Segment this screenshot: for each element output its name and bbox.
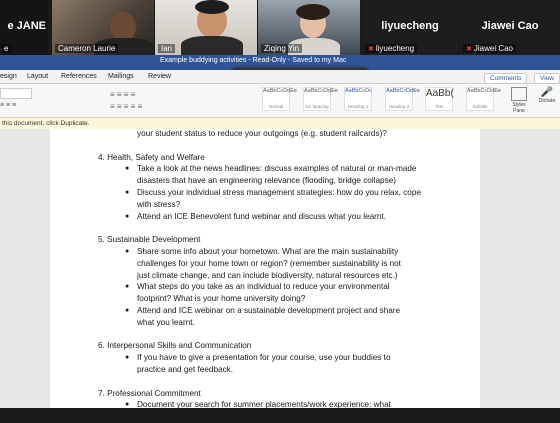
- participant-label: Cameron Laurie: [55, 44, 118, 53]
- participant-body: [181, 36, 243, 55]
- ribbon-toolbar: [0, 84, 560, 118]
- style-subtitle[interactable]: [466, 87, 501, 111]
- bullet-icon: ●: [125, 189, 130, 196]
- alignment-buttons[interactable]: ≡ ≡ ≡ ≡ ≡: [110, 102, 143, 111]
- font-name-field[interactable]: [0, 88, 32, 99]
- tab-design[interactable]: esign: [0, 73, 17, 80]
- style-name: Normal: [268, 104, 284, 109]
- list-item-text: challenges for your home town or region? (remember sustainability is not: [137, 258, 401, 268]
- style-name: Heading 1: [347, 104, 369, 109]
- style-sample: AaBbCcDdEe: [467, 88, 501, 94]
- list-item-text: with stress?: [137, 199, 181, 209]
- style-sample: AaBbCcDdEe: [263, 88, 297, 94]
- participant-tile-cameron[interactable]: [52, 0, 154, 55]
- list-item-text: footprint? What is your home university doing?: [137, 294, 306, 304]
- document-canvas: [0, 129, 560, 422]
- participant-label: Ziqing Yin: [261, 44, 302, 53]
- document-page[interactable]: [50, 129, 480, 422]
- list-item-text: If you have to give a presentation for your course, use your buddies to: [137, 353, 391, 363]
- comments-label: Comments: [490, 75, 522, 82]
- style-normal[interactable]: [262, 87, 297, 111]
- bullet-icon: ●: [125, 212, 130, 220]
- participant-tile-ziqing[interactable]: [258, 0, 360, 55]
- participant-tile-jane[interactable]: [0, 0, 48, 55]
- paragraph-buttons[interactable]: ≡ ≡ ≡ ≡: [110, 90, 136, 99]
- bullet-icon: ●: [125, 354, 130, 362]
- style-sample: AaBbCcDc: [345, 88, 372, 94]
- document-title: Example buddying activities - Read-Only - Saved to my Mac: [160, 57, 347, 64]
- list-item-text: what you learnt.: [137, 317, 195, 327]
- list-item-text: worked well and what didn't?: [137, 412, 242, 422]
- dictate-button[interactable]: [536, 87, 558, 111]
- mic-muted-icon: ✖: [466, 46, 472, 53]
- mic-muted-icon: ✖: [368, 46, 374, 53]
- document-body: [50, 129, 480, 422]
- style-sample: AaBbCcDdEe: [386, 88, 420, 94]
- participant-tile-liyuecheng[interactable]: [362, 0, 458, 55]
- section-heading: 6. Interpersonal Skills and Communication: [98, 341, 252, 351]
- style-name: Title: [434, 104, 444, 109]
- view-button[interactable]: [534, 73, 560, 84]
- list-item-text: Discuss your individual stress management strategies: how do you relax, cope: [137, 188, 421, 197]
- list-item-text: Attend an ICE Benevolent fund webinar and discuss what you learnt.: [137, 211, 386, 221]
- format-buttons[interactable]: ≡ ≡ ≡: [0, 102, 17, 109]
- participant-label: liyuecheng: [375, 44, 415, 53]
- list-item-text: your student status to reduce your outgoings (e.g. student railcards)?: [137, 129, 387, 138]
- participant-display-name: Jiawei Cao: [481, 20, 539, 32]
- style-sample: AaBb(: [426, 88, 454, 99]
- list-item-text: Document your search for summer placements/work experience: what: [137, 400, 391, 410]
- participant-label: Ian: [158, 44, 175, 53]
- list-item-text: Attend and ICE webinar on a sustainable development project and share: [137, 306, 401, 315]
- participant-label: Jiawei Cao: [473, 44, 514, 53]
- participant-hair: [195, 0, 229, 14]
- section-heading: 4. Health, Safety and Welfare: [98, 152, 205, 162]
- participant-tile-ian[interactable]: [155, 0, 257, 55]
- style-heading-1[interactable]: [344, 87, 372, 111]
- style-heading-2[interactable]: [385, 87, 420, 111]
- bullet-icon: ●: [125, 283, 130, 291]
- view-label: View: [540, 75, 554, 82]
- section-heading: 5. Sustainable Development: [98, 235, 201, 245]
- tab-mailings[interactable]: Mailings: [108, 73, 134, 80]
- list-item-text: disasters that have an engineering relevance (flooding, bridge collapse): [137, 176, 396, 186]
- tab-references[interactable]: References: [61, 73, 97, 80]
- microphone-icon: 🎤: [540, 87, 554, 98]
- list-item-text: Share some info about your hometown. What are the main sustainability: [137, 247, 399, 256]
- styles-pane-icon: [511, 87, 527, 101]
- tab-review[interactable]: Review: [148, 73, 171, 80]
- style-title[interactable]: [425, 87, 453, 111]
- style-no-spacing[interactable]: [303, 87, 338, 111]
- video-gallery: [0, 0, 560, 55]
- bullet-icon: ●: [125, 307, 130, 314]
- styles-pane-button[interactable]: [510, 87, 528, 114]
- styles-pane-label: Styles Pane: [512, 102, 526, 114]
- style-name: Heading 2: [388, 104, 410, 109]
- section-heading: 7. Professional Commitment: [98, 388, 201, 398]
- bullet-icon: ●: [125, 401, 130, 409]
- style-name: No Spacing: [305, 104, 329, 109]
- dictate-label: Dictate: [538, 98, 556, 104]
- tab-layout[interactable]: Layout: [27, 73, 49, 80]
- comments-button[interactable]: [484, 73, 527, 84]
- bullet-icon: ●: [125, 165, 130, 173]
- word-window: [0, 55, 560, 422]
- list-item-text: What steps do you take as an individual to reduce your environmental: [137, 282, 390, 292]
- style-sample: AaBbCcDdEe: [304, 88, 338, 94]
- list-item-text: just climate change, and can include biodiversity, natural resources etc.): [137, 270, 398, 280]
- participant-tile-jiawei[interactable]: [460, 0, 560, 55]
- bullet-icon: ●: [125, 248, 130, 255]
- list-item-text: Take a look at the news headlines: discuss examples of natural or man-made: [137, 164, 417, 174]
- notice-text: this document, click Duplicate.: [2, 120, 90, 127]
- participant-label: e: [1, 44, 11, 53]
- participant-hair: [296, 4, 330, 20]
- list-item-text: practice and get feedback.: [137, 365, 234, 374]
- participant-display-name: liyuecheng: [381, 20, 439, 32]
- participant-display-name: e JANE: [7, 20, 46, 32]
- ribbon-tabs: [0, 70, 560, 84]
- style-name: Subtitle: [472, 104, 488, 109]
